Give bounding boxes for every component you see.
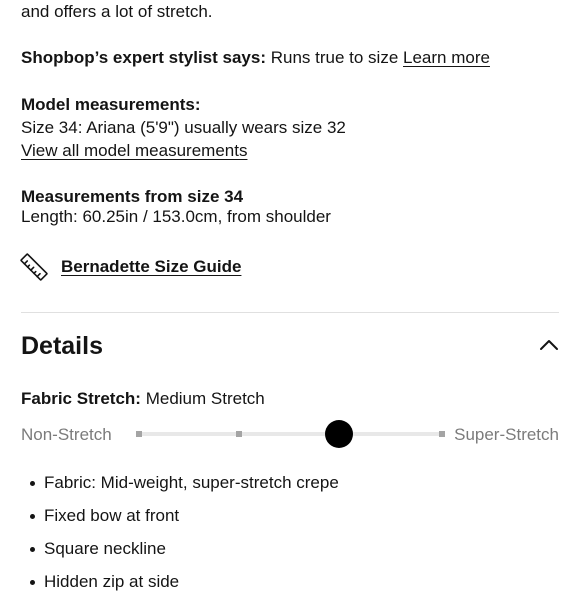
size-guide-link[interactable] — [21, 252, 241, 282]
fabric-stretch-value: Medium Stretch — [140, 389, 265, 408]
stretch-scale — [139, 419, 442, 449]
learn-more-link[interactable]: Learn more — [403, 48, 490, 67]
measurements-heading: Measurements from size 34 — [21, 187, 244, 206]
stretch-min-label: Non-Stretch — [21, 425, 112, 444]
stretch-track — [139, 432, 442, 436]
stretch-tick — [136, 431, 142, 437]
view-all-model-measurements-link[interactable]: View all model measurements — [21, 141, 248, 160]
fabric-stretch-label: Fabric Stretch: — [21, 389, 141, 408]
stylist-note — [21, 48, 490, 68]
size-guide-label: Bernadette Size Guide — [61, 257, 242, 276]
model-measurements-heading: Model measurements: — [21, 95, 201, 114]
stretch-tick — [236, 431, 242, 437]
stylist-value: Runs true to size — [266, 48, 404, 67]
list-item: Fixed bow at front — [30, 505, 339, 538]
fabric-stretch — [21, 389, 265, 409]
stretch-indicator — [325, 420, 353, 448]
list-item: Hidden zip at side — [30, 571, 339, 604]
list-item: Fabric: Mid-weight, super-stretch crepe — [30, 472, 339, 505]
details-list — [30, 472, 339, 604]
measurements-text: Length: 60.25in / 153.0cm, from shoulder — [21, 207, 331, 226]
ruler-icon — [21, 252, 47, 282]
details-heading: Details — [21, 332, 103, 360]
model-measurements-text: Size 34: Ariana (5'9") usually wears size 32 — [21, 118, 346, 137]
description-continued: and offers a lot of stretch. — [21, 2, 213, 21]
list-item: Square neckline — [30, 538, 339, 571]
chevron-up-icon[interactable] — [537, 335, 561, 355]
stylist-label: Shopbop’s expert stylist says: — [21, 48, 266, 67]
section-divider — [21, 312, 559, 313]
stretch-max-label: Super-Stretch — [454, 425, 559, 444]
stretch-tick — [439, 431, 445, 437]
